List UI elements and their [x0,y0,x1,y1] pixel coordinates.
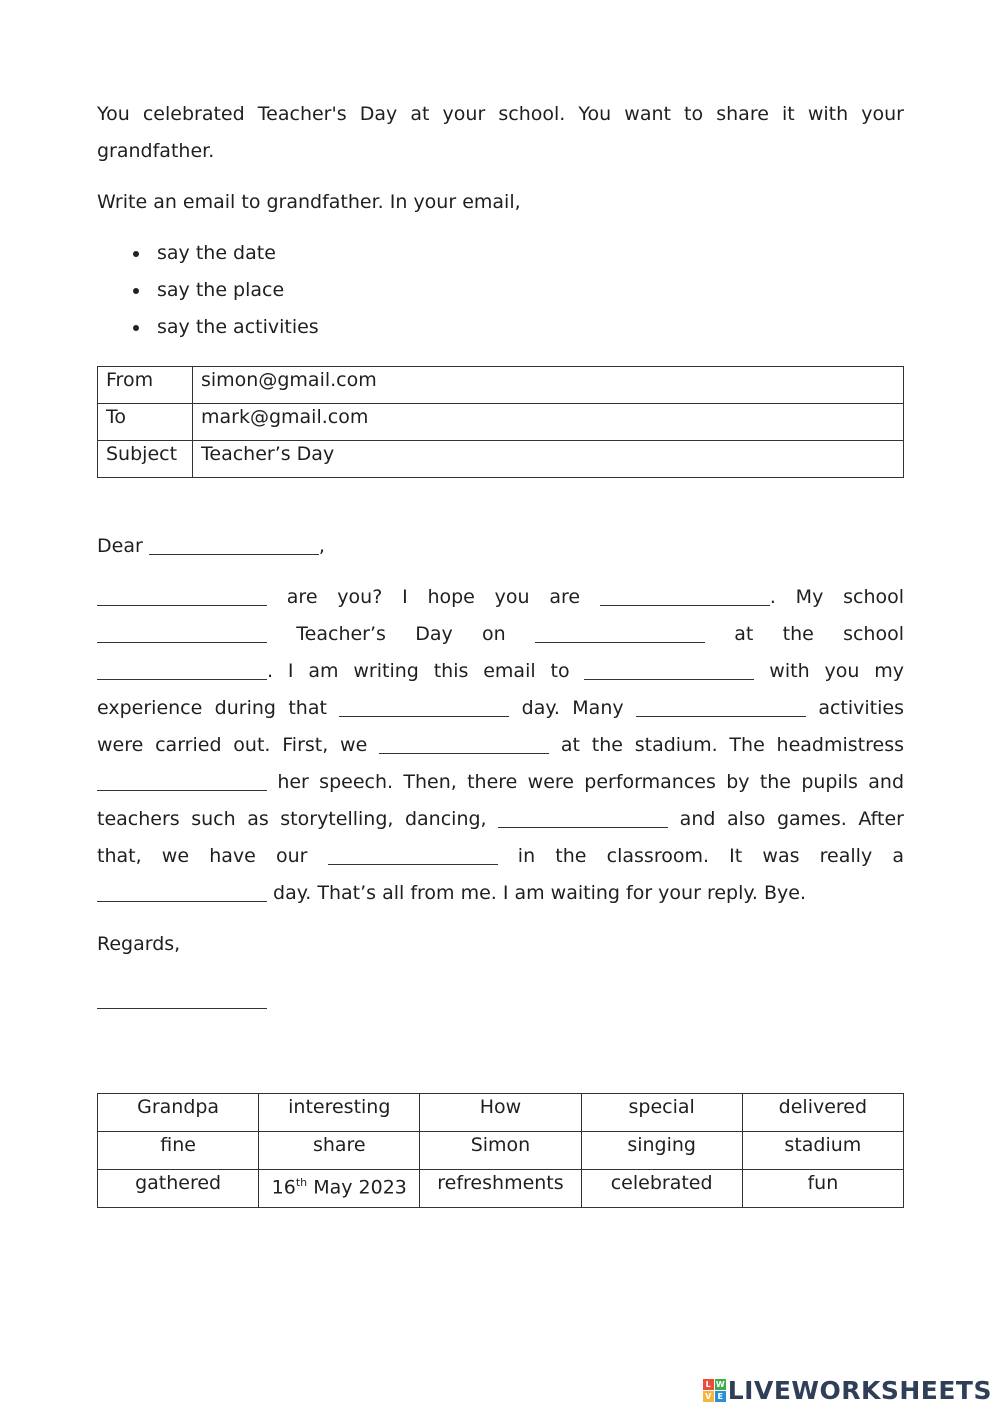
answer-blank[interactable] [584,660,754,680]
word-cell: celebrated [581,1170,742,1208]
table-row [98,367,904,404]
date-suffix: th [295,1176,308,1189]
answer-blank[interactable] [535,623,705,643]
table-row [98,441,904,478]
greeting-text: Dear [97,535,143,557]
date-rest: May 2023 [307,1176,407,1199]
subject-value: Teacher’s Day [193,441,904,478]
word-cell: interesting [259,1094,420,1132]
word-cell: fun [742,1170,903,1208]
brand-name: LIVEWORKSHEETS [727,1376,992,1405]
list-item: say the place [133,272,904,309]
word-cell: Simon [420,1132,581,1170]
answer-blank[interactable] [339,697,509,717]
table-row [98,404,904,441]
letter-text: with you my experience during that [97,660,904,719]
word-cell: Grandpa [98,1094,259,1132]
table-row [98,1132,904,1170]
answer-blank[interactable] [97,989,267,1009]
answer-blank[interactable] [149,535,319,555]
letter-text: day. That’s all from me. I am waiting for your reply. Bye. [267,882,806,904]
worksheet [97,96,904,1208]
closing-text: Regards, [97,933,181,955]
email-header-table [97,366,904,478]
letter-text: Teacher’s Day on [267,623,535,645]
letter-text: in the classroom. It was really a [497,845,904,867]
answer-blank[interactable] [97,771,267,791]
letter-text: . My school [769,586,905,608]
answer-blank[interactable] [636,697,806,717]
word-cell: How [420,1094,581,1132]
answer-blank[interactable] [328,845,498,865]
instruction-list [97,235,904,346]
answer-blank[interactable] [97,882,267,902]
greeting-comma: , [318,535,325,557]
word-cell: singing [581,1132,742,1170]
answer-blank[interactable] [97,586,267,606]
list-item: say the activities [133,309,904,346]
letter-text: activities were carried out. First, we [97,697,904,756]
liveworksheets-logo [703,1376,992,1405]
word-bank-table [97,1093,904,1208]
answer-blank[interactable] [97,623,267,643]
word-cell-date [259,1170,420,1208]
from-label: From [98,367,193,404]
word-cell: fine [98,1132,259,1170]
word-cell: special [581,1094,742,1132]
answer-blank[interactable] [498,808,668,828]
letter-text: and also games. After that, we have our [97,808,904,867]
list-item: say the date [133,235,904,272]
intro-text: You celebrated Teacher's Day at your school. You want to share it with your grandfather. [97,103,904,162]
letter-text: . I am writing this email to [267,660,585,682]
word-cell: gathered [98,1170,259,1208]
greeting-line [97,528,904,565]
to-label: To [98,404,193,441]
table-row [98,1094,904,1132]
date-day: 16 [271,1176,296,1199]
word-cell: delivered [742,1094,903,1132]
from-value: simon@gmail.com [193,367,904,404]
answer-blank[interactable] [97,660,267,680]
word-cell: stadium [742,1132,903,1170]
brand-logo-icon: L W V E [703,1379,726,1402]
to-value: mark@gmail.com [193,404,904,441]
table-row [98,1170,904,1208]
letter-body [97,579,904,912]
signature-line [97,989,904,1011]
letter-text: at the stadium. The headmistress [549,734,905,756]
instruction-text: Write an email to grandfather. In your email, [97,191,521,213]
letter-text: are you? I hope you are [267,586,600,608]
letter-text: her speech. Then, there were performances by the pupils and teachers such as storytelling, dancing, [97,771,904,830]
answer-blank[interactable] [600,586,770,606]
answer-blank[interactable] [379,734,549,754]
subject-label: Subject [98,441,193,478]
letter-text: at the school [704,623,905,645]
word-cell: refreshments [420,1170,581,1208]
word-cell: share [259,1132,420,1170]
letter-text: day. Many [509,697,636,719]
